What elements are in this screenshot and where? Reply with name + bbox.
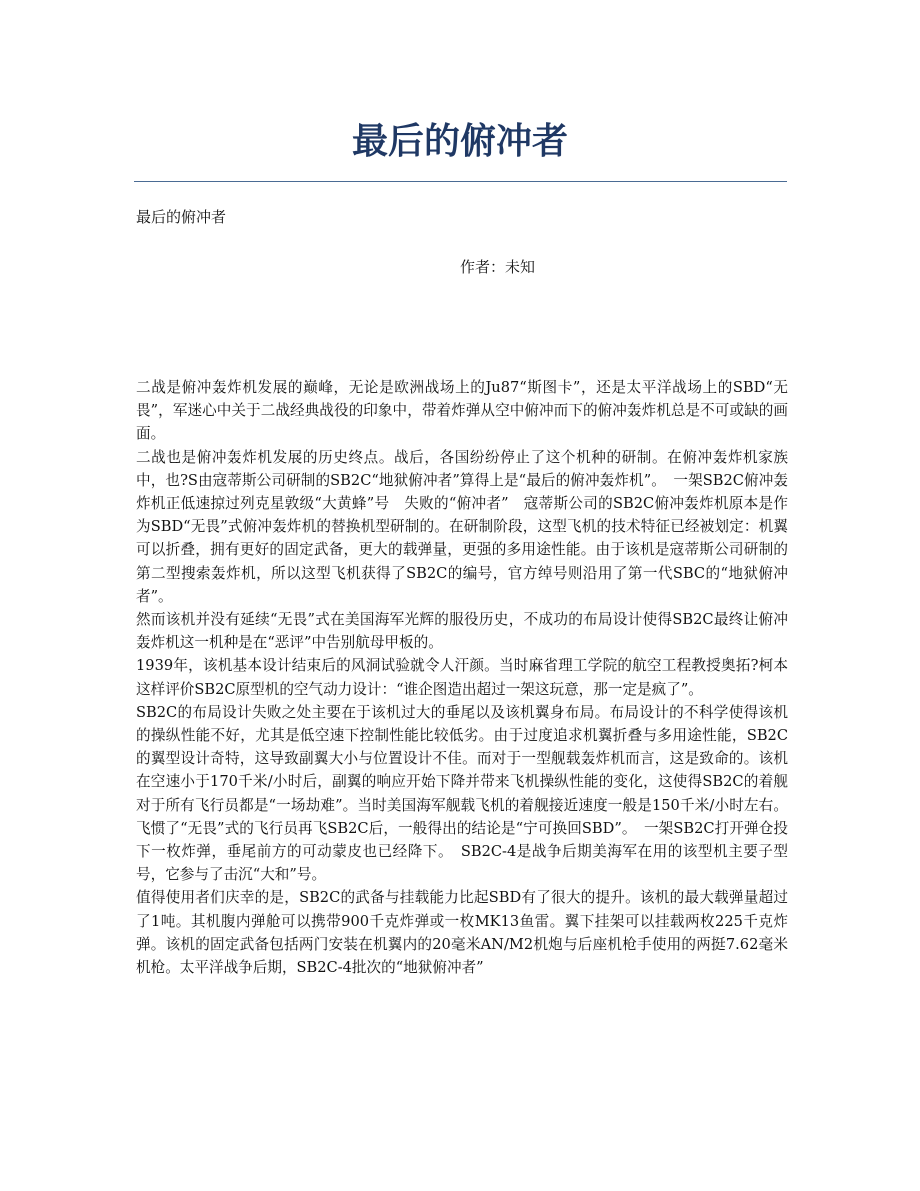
paragraph: SB2C的布局设计失败之处主要在于该机过大的垂尾以及该机翼身布局。布局设计的不科学使得该机的操纵性能不好，尤其是低空速下控制性能比较低劣。由于过度追求机翼折叠与多用途性能，SB2C的翼型设计奇特，这导致副翼大小与位置设计不佳。而对于一型舰载轰炸机而言，这是致命的。该机在空速小于170千米/小时后，副翼的响应开始下降并带来飞机操纵性能的变化，这使得SB2C的着舰对于所有飞行员都是“一场劫难”。当时美国海军舰载飞机的着舰接近速度一般是150千米/小时左右。飞惯了“无畏”式的飞行员再飞SB2C后，一般得出的结论是“宁可换回SBD”。 一架SB2C打开弹仓投下一枚炸弹，垂尾前方的可动蒙皮也已经降下。 SB2C-4是战争后期美海军在用的该型机主要子型号，它参与了击沉“大和”号。 [136,703,788,884]
document-title: 最后的俯冲者 [351,121,568,162]
article-body [136,376,788,979]
author-line: 作者：未知 [460,258,536,276]
paragraph: 1939年，该机基本设计结束后的风洞试验就令人汗颜。当时麻省理工学院的航空工程教授奥拓?柯本这样评价SB2C原型机的空气动力设计：“谁企图造出超过一架这玩意，那一定是疯了”。 [136,657,788,698]
document-subtitle: 最后的俯冲者 [136,208,227,226]
paragraph: 二战是俯冲轰炸机发展的巅峰，无论是欧洲战场上的Ju87“斯图卡”，还是太平洋战场上的SBD“无畏”，军迷心中关于二战经典战役的印象中，带着炸弹从空中俯冲而下的俯冲轰炸机总是不可或缺的画面。 [136,379,788,443]
paragraph: 二战也是俯冲轰炸机发展的历史终点。战后，各国纷纷停止了这个机种的研制。在俯冲轰炸机家族中，也?S由寇蒂斯公司研制的SB2C“地狱俯冲者”算得上是“最后的俯冲轰炸机”。 一架SB2C俯冲轰炸机正低速掠过列克星敦级“大黄蜂”号 失败的“俯冲者” 寇蒂斯公司的SB2C俯冲轰炸机原本是作为SBD“无畏”式俯冲轰炸机的替换机型研制的。在研制阶段，这型飞机的技术特征已经被划定：机翼可以折叠，拥有更好的固定武备，更大的载弹量，更强的多用途性能。由于该机是寇蒂斯公司研制的第二型搜索轰炸机，所以这型飞机获得了SB2C的编号，官方绰号则沿用了第一代SBC的“地狱俯冲者”。 [136,448,788,605]
paragraph: 然而该机并没有延续“无畏”式在美国海军光辉的服役历史，不成功的布局设计使得SB2C最终让俯冲轰炸机这一机种是在“恶评”中告别航母甲板的。 [136,611,788,652]
paragraph: 值得使用者们庆幸的是，SB2C的武备与挂载能力比起SBD有了很大的提升。该机的最大载弹量超过了1吨。其机腹内弹舱可以携带900千克炸弹或一枚MK13鱼雷。翼下挂架可以挂载两枚225千克炸弹。该机的固定武备包括两门安装在机翼内的20毫米AN/M2机炮与后座机枪手使用的两挺7.62毫米机枪。太平洋战争后期，SB2C-4批次的“地狱俯冲者” [136,889,788,977]
title-divider [134,181,787,182]
